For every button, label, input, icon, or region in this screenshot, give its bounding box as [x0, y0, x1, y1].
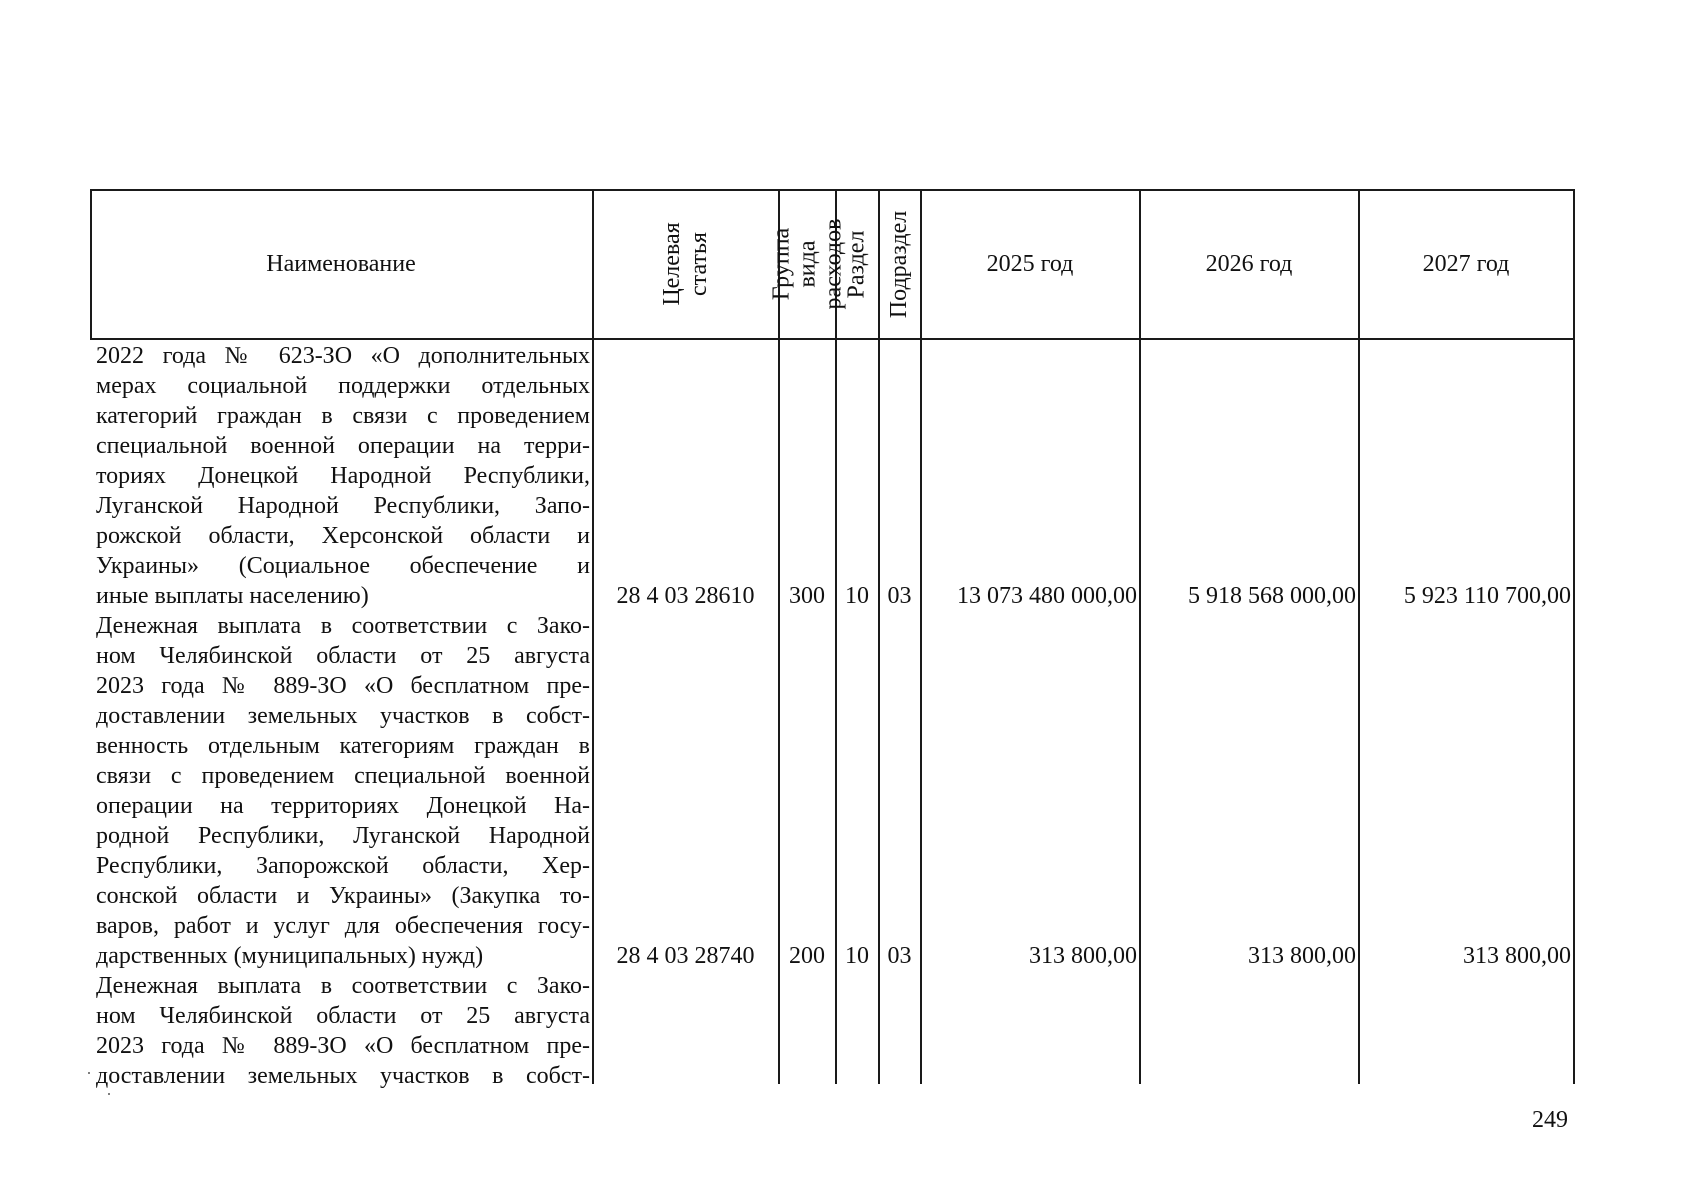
- name-line: 2023 года № 889-ЗО «О бесплатном пре-: [96, 1033, 590, 1059]
- name-line: Республики, Запорожской области, Хер-: [96, 853, 590, 879]
- header-2025: 2025 год: [986, 250, 1074, 277]
- name-column-text: [96, 341, 590, 1091]
- row2-subsection: 03: [887, 943, 912, 969]
- row2-section: 10: [845, 943, 869, 969]
- name-line: мерах социальной поддержки отдельных: [96, 373, 590, 399]
- row1-2025: 13 073 480 000,00: [957, 583, 1137, 609]
- header-bottom-border: [90, 338, 1575, 340]
- row2-2026: 313 800,00: [1248, 943, 1356, 969]
- name-line: ном Челябинской области от 25 августа: [96, 1003, 590, 1029]
- name-line: ном Челябинской области от 25 августа: [96, 643, 590, 669]
- name-line: 2023 года № 889-ЗО «О бесплатном пре-: [96, 673, 590, 699]
- name-line: варов, работ и услуг для обеспечения госу-: [96, 913, 590, 939]
- row2-2025: 313 800,00: [1029, 943, 1137, 969]
- row1-subsection: 03: [887, 583, 912, 609]
- scan-speck: [108, 1093, 110, 1095]
- name-line: ториях Донецкой Народной Республики,: [96, 463, 590, 489]
- row1-target: 28 4 03 28610: [616, 583, 755, 609]
- name-line: иные выплаты населению): [96, 583, 369, 609]
- row1-group: 300: [789, 583, 825, 609]
- header-target: Целевая статья: [658, 222, 712, 306]
- name-line: рожской области, Херсонской области и: [96, 523, 590, 549]
- name-line: доставлении земельных участков в собст-: [96, 703, 590, 729]
- name-line: Денежная выплата в соответствии с Зако-: [96, 613, 590, 639]
- name-line: категорий граждан в связи с проведением: [96, 403, 590, 429]
- row2-group: 200: [789, 943, 825, 969]
- name-line: венность отдельным категориям граждан в: [96, 733, 590, 759]
- row1-2026: 5 918 568 000,00: [1188, 583, 1356, 609]
- name-line: Денежная выплата в соответствии с Зако-: [96, 973, 590, 999]
- budget-table: [90, 189, 1575, 1089]
- row1-2027: 5 923 110 700,00: [1403, 583, 1571, 609]
- row1-section: 10: [845, 583, 869, 609]
- table-right-border: [1573, 189, 1575, 1084]
- header-group: Группа вида расходов: [768, 218, 847, 310]
- name-line: Украины» (Социальное обеспечение и: [96, 553, 590, 579]
- name-line: 2022 года № 623-ЗО «О дополнительных: [96, 343, 590, 369]
- header-2026: 2026 год: [1205, 250, 1293, 277]
- name-line: родной Республики, Луганской Народной: [96, 823, 590, 849]
- header-subsection: Подраздел: [886, 210, 913, 318]
- name-line: дарственных (муниципальных) нужд): [96, 943, 484, 969]
- header-2027: 2027 год: [1422, 250, 1510, 277]
- name-line: доставлении земельных участков в собст-: [96, 1063, 590, 1089]
- name-line: сонской области и Украины» (Закупка то-: [96, 883, 590, 909]
- header-section: Раздел: [843, 230, 870, 298]
- row2-2027: 313 800,00: [1463, 943, 1571, 969]
- name-line: операции на территориях Донецкой На-: [96, 793, 590, 819]
- scan-speck: [88, 1072, 90, 1074]
- name-line: Луганской Народной Республики, Запо-: [96, 493, 590, 519]
- name-line: связи с проведением специальной военной: [96, 763, 590, 789]
- row2-target: 28 4 03 28740: [616, 943, 755, 969]
- page-number: 249: [1532, 1107, 1568, 1133]
- name-line: специальной военной операции на терри-: [96, 433, 590, 459]
- header-name: Наименование: [266, 250, 416, 277]
